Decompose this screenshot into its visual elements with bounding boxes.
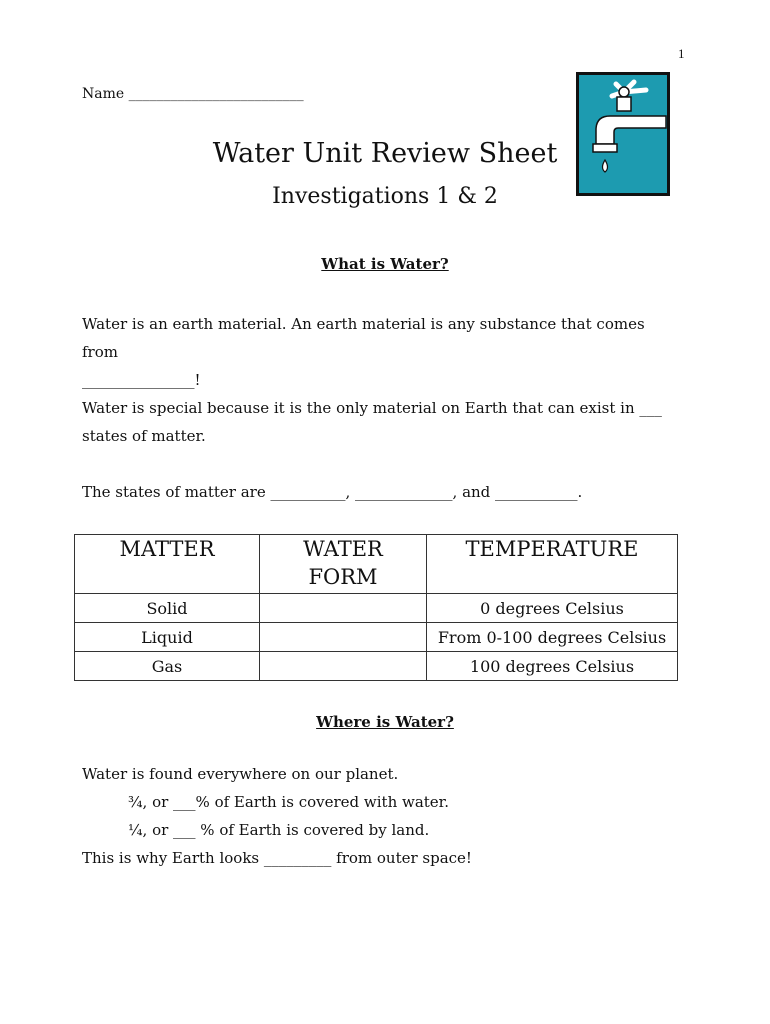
text-line: The states of matter are __________, _____________, and ___________.: [82, 483, 583, 501]
page-subtitle: Investigations 1 & 2: [272, 184, 498, 209]
table-cell-blank: [260, 652, 427, 681]
table-cell: Solid: [75, 594, 260, 623]
column-header-water-form: [260, 535, 427, 594]
table-cell: 0 degrees Celsius: [427, 594, 678, 623]
text-line: Water is special because it is the only material on Earth that can exist in ___: [82, 399, 662, 417]
table-cell: From 0-100 degrees Celsius: [427, 623, 678, 652]
column-header-temperature: TEMPERATURE: [427, 535, 678, 594]
paragraph-states-list: [82, 478, 682, 506]
table-cell: Gas: [75, 652, 260, 681]
paragraph-earth-material: [82, 310, 682, 394]
column-header-label: WATER FORM: [303, 537, 383, 589]
text-line: ¼, or ___ % of Earth is covered by land.: [128, 821, 430, 839]
paragraph-states: [82, 394, 682, 450]
paragraph-where-water: [82, 760, 682, 872]
table-row: [75, 652, 678, 681]
matter-table: [74, 534, 678, 681]
name-field-line: Name _________________________: [82, 86, 304, 102]
column-header-matter: MATTER: [75, 535, 260, 594]
text-line: Water is found everywhere on our planet.: [82, 765, 399, 783]
table-header-row: [75, 535, 678, 594]
table-cell: 100 degrees Celsius: [427, 652, 678, 681]
faucet-icon: [576, 72, 670, 196]
page-title: Water Unit Review Sheet: [212, 138, 558, 169]
section-heading-where-is-water: Where is Water?: [316, 713, 454, 731]
text-line: Water is an earth material. An earth material is any substance that comes from: [82, 315, 645, 361]
table-cell-blank: [260, 594, 427, 623]
text-line: ¾, or ___% of Earth is covered with water.: [128, 793, 449, 811]
table-cell: Liquid: [75, 623, 260, 652]
text-line: _______________!: [82, 371, 201, 389]
table-cell-blank: [260, 623, 427, 652]
table-row: [75, 623, 678, 652]
text-line: states of matter.: [82, 427, 206, 445]
section-heading-what-is-water: What is Water?: [321, 255, 449, 273]
text-line: This is why Earth looks _________ from outer space!: [82, 849, 472, 867]
page-number: 1: [678, 46, 685, 61]
table-row: [75, 594, 678, 623]
